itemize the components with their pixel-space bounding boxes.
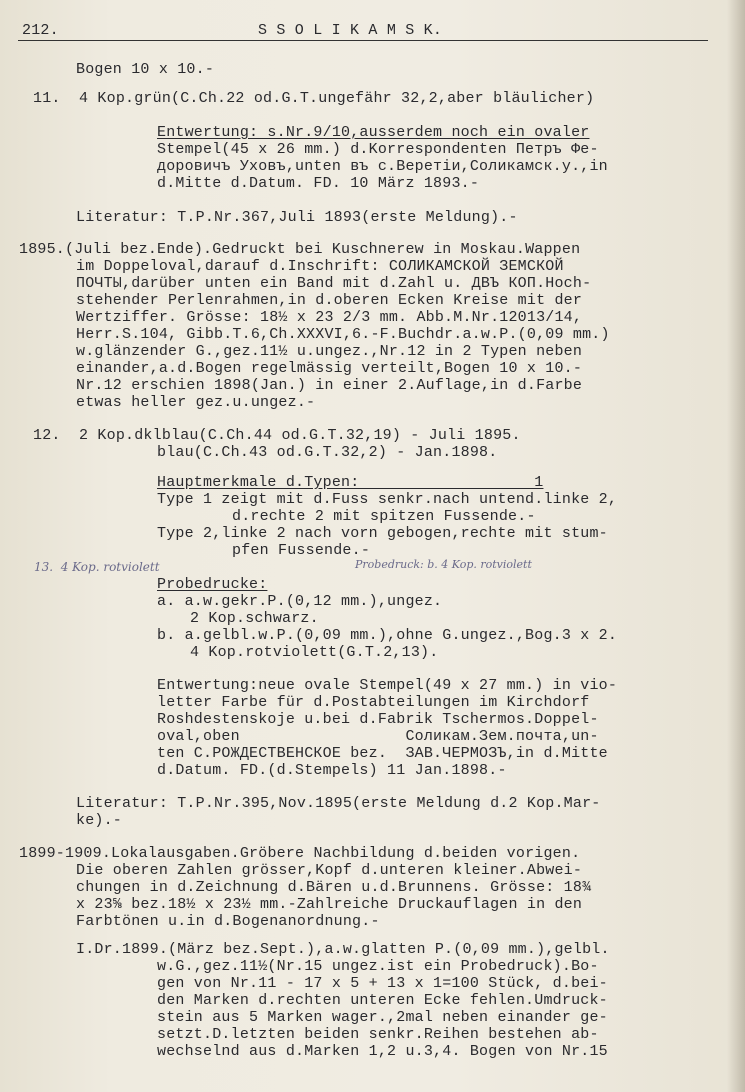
text-line: d.Mitte d.Datum. FD. 10 März 1893.- [157, 175, 480, 192]
text-line: wechselnd aus d.Marken 1,2 u.3,4. Bogen von Nr.15 [157, 1043, 608, 1060]
text-line: letter Farbe für d.Postabteilungen im Kirchdorf [157, 694, 590, 711]
text-line: Nr.12 erschien 1898(Jan.) in einer 2.Auflage,in d.Farbe [76, 377, 583, 394]
text-line: Herr.S.104, Gibb.T.6,Ch.XXXVI,6.-F.Buchdr.a.w.P.(0,09 mm.) [76, 326, 610, 343]
text-line: oval,oben Соликам.Зем.почта,un- [157, 728, 599, 745]
text-line: 4 Kop.rotviolett(G.T.2,13). [190, 644, 439, 661]
text-line: blau(C.Ch.43 od.G.T.32,2) - Jan.1898. [157, 444, 498, 461]
text-line: Roshdestenskoje u.bei d.Fabrik Tschermos.Doppel- [157, 711, 599, 728]
text-line: chungen in d.Zeichnung d.Bären u.d.Brunnens. Grösse: 18¾ [76, 879, 592, 896]
page-edge-shadow [727, 0, 745, 1092]
text-line: w.glänzender G.,gez.11½ u.ungez.,Nr.12 in 2 Typen neben [76, 343, 583, 360]
text-line: w.G.,gez.11½(Nr.15 ungez.ist ein Probedruck).Bo- [157, 958, 599, 975]
header-rule [18, 40, 708, 41]
text-line: Stempel(45 x 26 mm.) d.Korrespondenten Петръ Фе- [157, 141, 599, 158]
text-line: Probedrucke: [157, 576, 268, 593]
text-line: Literatur: T.P.Nr.367,Juli 1893(erste Meldung).- [76, 209, 518, 226]
text-line: den Marken d.rechten unteren Ecke fehlen.Umdruck- [157, 992, 608, 1009]
text-line: доровичъ Уховъ,unten въ с.Веретіи,Соликамск.у.,in [157, 158, 608, 175]
text-line: b. a.gelbl.w.P.(0,09 mm.),ohne G.ungez.,Bog.3 x 2. [157, 627, 618, 644]
text-line: Type 2,linke 2 nach vorn gebogen,rechte mit stum- [157, 525, 608, 542]
text-line: 11. 4 Kop.grün(C.Ch.22 od.G.T.ungefähr 32,2,aber bläulicher) [33, 90, 595, 107]
text-line: pfen Fussende.- [232, 542, 371, 559]
text-line: d.rechte 2 mit spitzen Fussende.- [232, 508, 536, 525]
text-line: ke).- [76, 812, 123, 829]
text-line: I.Dr.1899.(März bez.Sept.),a.w.glatten P.(0,09 mm.),gelbl. [76, 941, 610, 958]
text-line: stein aus 5 Marken wager.,2mal neben einander ge- [157, 1009, 608, 1026]
text-line: Farbtönen u.in d.Bogenanordnung.- [76, 913, 380, 930]
text-line: Entwertung:neue ovale Stempel(49 x 27 mm.) in vio- [157, 677, 618, 694]
text-line: ten С.РОЖДЕСТВЕНСКОЕ bez. ЗАВ.ЧЕРМОЗЪ,in d.Mitte [157, 745, 608, 762]
text-line: Hauptmerkmale d.Typen: 1 [157, 474, 544, 491]
text-line: 1895.(Juli bez.Ende).Gedruckt bei Kuschnerew in Moskau.Wappen [19, 241, 581, 258]
text-line: Die oberen Zahlen grösser,Kopf d.unteren kleiner.Abwei- [76, 862, 583, 879]
text-line: d.Datum. FD.(d.Stempels) 11 Jan.1898.- [157, 762, 507, 779]
text-line: Wertziffer. Grösse: 18½ x 23 2/3 mm. Abb.M.Nr.12013/14, [76, 309, 583, 326]
text-line: 12. 2 Kop.dklblau(C.Ch.44 od.G.T.32,19) - Juli 1895. [33, 427, 521, 444]
text-line: Literatur: T.P.Nr.395,Nov.1895(erste Meldung d.2 Kop.Mar- [76, 795, 601, 812]
text-line: a. a.w.gekr.P.(0,12 mm.),ungez. [157, 593, 443, 610]
text-line: Type 1 zeigt mit d.Fuss senkr.nach untend.linke 2, [157, 491, 618, 508]
text-line: Bogen 10 x 10.- [76, 61, 215, 78]
text-line: setzt.D.letzten beiden senkr.Reihen bestehen ab- [157, 1026, 599, 1043]
text-line: gen von Nr.11 - 17 x 5 + 13 x 1=100 Stück, d.bei- [157, 975, 608, 992]
text-line: Entwertung: s.Nr.9/10,ausserdem noch ein ovaler [157, 124, 590, 141]
page-title: S S O L I K A M S K. [258, 22, 443, 39]
text-line: im Doppeloval,darauf d.Inschrift: СОЛИКАМСКОЙ ЗЕМСКОЙ [76, 258, 564, 275]
text-line: ПОЧТЫ,darüber unten ein Band mit d.Zahl u. ДВЪ КОП.Hoch- [76, 275, 592, 292]
page-number: 212. [22, 22, 59, 39]
text-line: 2 Kop.schwarz. [190, 610, 319, 627]
text-line: einander,a.d.Bogen regelmässig verteilt,Bogen 10 x 10.- [76, 360, 583, 377]
text-line: x 23⅝ bez.18½ x 23½ mm.-Zahlreiche Druckauflagen in den [76, 896, 583, 913]
text-line: stehender Perlenrahmen,in d.oberen Ecken Kreise mit der [76, 292, 583, 309]
handwritten-note: 13. 4 Kop. rotviolett [34, 560, 160, 574]
handwritten-note: Probedruck: b. 4 Kop. rotviolett [355, 558, 532, 571]
text-line: etwas heller gez.u.ungez.- [76, 394, 316, 411]
text-line: 1899-1909.Lokalausgaben.Gröbere Nachbildung d.beiden vorigen. [19, 845, 581, 862]
